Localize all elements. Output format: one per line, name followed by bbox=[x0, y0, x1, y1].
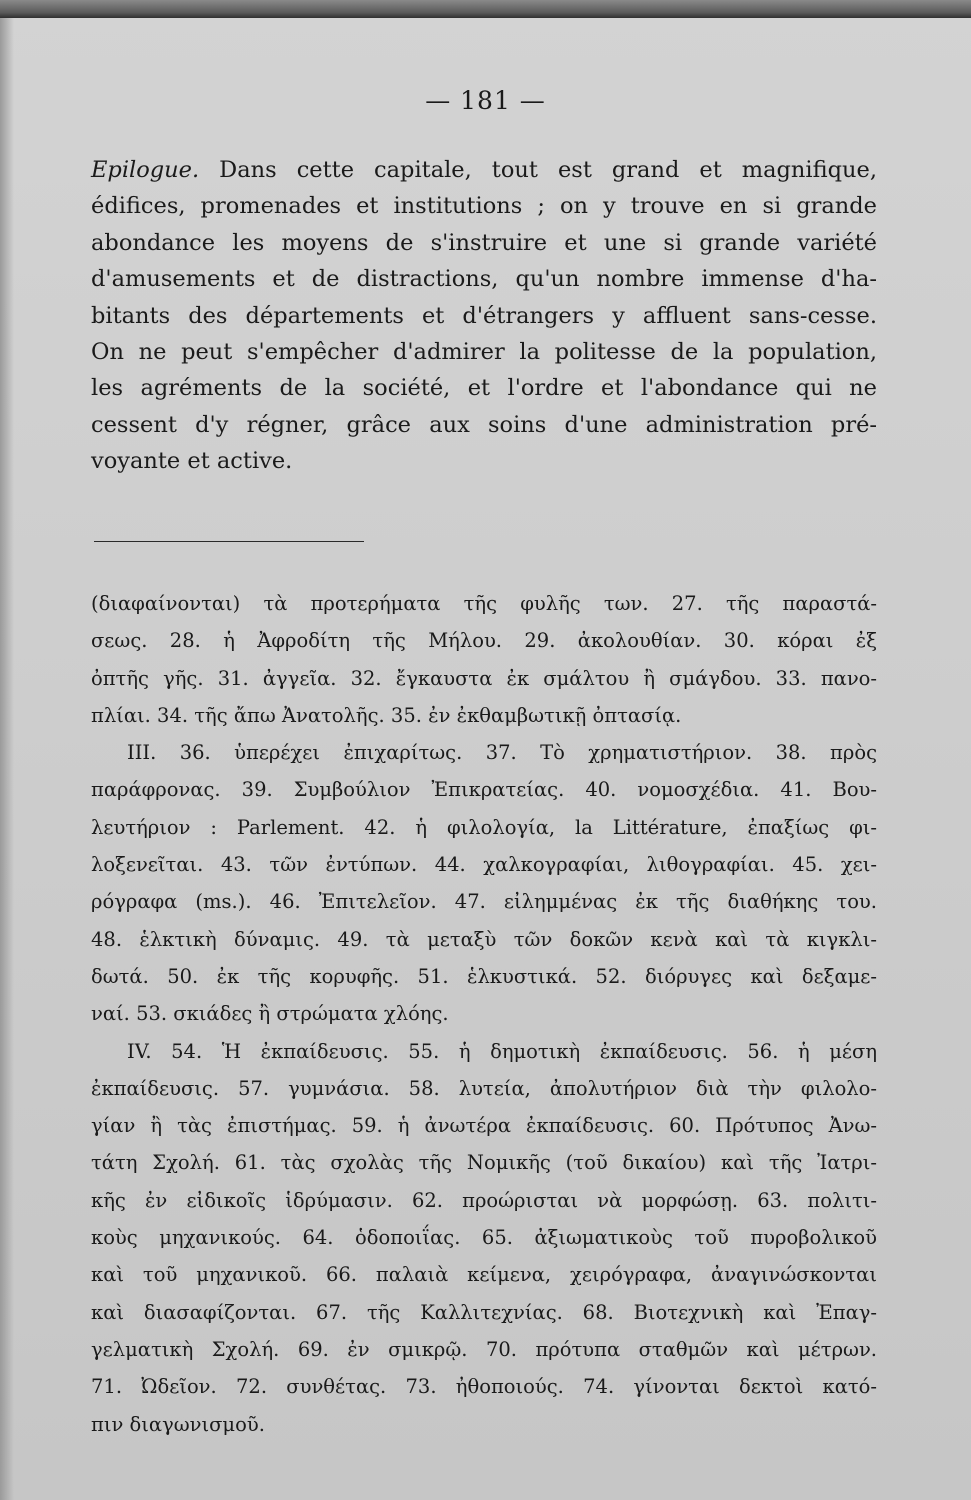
note-line: σεως. 28. ἡ Ἀφροδίτη τῆς Μήλου. 29. ἀκολουθίαν. 30. κόραι ἐξ bbox=[91, 629, 877, 653]
note-line: πλίαι. 34. τῆς ἄπω Ἀνατολῆς. 35. ἐν ἐκθαμβωτικῇ ὀπτασίᾳ. bbox=[91, 703, 682, 727]
text-line: abondance les moyens de s'instruire et une si grande variété bbox=[91, 229, 877, 256]
note-line: παράφρονας. 39. Συμβούλιον Ἐπικρατείας. 40. νομοσχέδια. 41. Βου- bbox=[91, 778, 877, 802]
text-line: bitants des départements et d'étrangers y affluent sans-cesse. bbox=[91, 302, 877, 329]
text-line-content: Dans cette capitale, tout est grand et magnifique, bbox=[219, 157, 877, 183]
note-line: (διαφαίνονται) τὰ προτερήματα τῆς φυλῆς των. 27. τῆς παραστά- bbox=[91, 592, 877, 615]
note-line: ὀπτῆς γῆς. 31. ἀγγεῖα. 32. ἔγκαυστα ἐκ σμάλτου ἢ σμάγδου. 33. πανο- bbox=[91, 666, 877, 690]
page-number: — 181 — bbox=[425, 86, 546, 115]
greek-notes bbox=[91, 585, 877, 1443]
note-line: ναί. 53. σκιάδες ἢ στρώματα χλόης. bbox=[91, 1002, 449, 1026]
note-line: 71. Ὠδεῖον. 72. συνθέτας. 73. ἠθοποιούς. 74. γίνονται δεκτοὶ κατό- bbox=[91, 1375, 877, 1399]
epilogue-paragraph bbox=[91, 152, 877, 480]
note-line: ρόγραφα (ms.). 46. Ἐπιτελεῖον. 47. εἰλημμένας ἐκ τῆς διαθήκης του. bbox=[91, 890, 877, 914]
note-line: κῆς ἐν εἰδικοῖς ἱδρύμασιν. 62. προώρισται νὰ μορφώσῃ. 63. πολιτι- bbox=[91, 1188, 877, 1212]
note-line: καὶ διασαφίζονται. 67. τῆς Καλλιτεχνίας. 68. Βιοτεχνικὴ καὶ Ἐπαγ- bbox=[91, 1300, 877, 1324]
epilogue-label: Epilogue. bbox=[91, 157, 200, 183]
text-line: On ne peut s'empêcher d'admirer la politesse de la population, bbox=[91, 338, 877, 365]
text-line: voyante et active. bbox=[91, 448, 293, 475]
top-edge-border bbox=[0, 0, 971, 18]
note-line: γελματικὴ Σχολή. 69. ἐν σμικρῷ. 70. πρότυπα σταθμῶν καὶ μέτρων. bbox=[91, 1337, 877, 1361]
note-line: δωτά. 50. ἐκ τῆς κορυφῆς. 51. ἑλκυστικά. 52. διόρυγες καὶ δεξαμε- bbox=[91, 964, 877, 988]
note-line: καὶ τοῦ μηχανικοῦ. 66. παλαιὰ κείμενα, χειρόγραφα, ἀναγινώσκονται bbox=[91, 1263, 877, 1287]
note-line: λοξενεῖται. 43. τῶν ἐντύπων. 44. χαλκογραφίαι, λιθογραφίαι. 45. χει- bbox=[91, 853, 877, 877]
note-line: III. 36. ὑπερέχει ἐπιχαρίτως. 37. Τὸ χρηματιστήριον. 38. πρὸς bbox=[127, 741, 877, 765]
note-line: λευτήριον : Parlement. 42. ἡ φιλολογία, la Littérature, ἐπαξίως φι- bbox=[91, 815, 877, 839]
text-line: édifices, promenades et institutions ; on y trouve en si grande bbox=[91, 193, 877, 220]
notes-separator bbox=[94, 541, 364, 542]
text-line: d'amusements et de distractions, qu'un nombre immense d'ha- bbox=[91, 266, 877, 293]
text-line: cessent d'y régner, grâce aux soins d'une administration pré- bbox=[91, 411, 877, 438]
binding-shadow bbox=[0, 18, 14, 1500]
note-line: ἐκπαίδευσις. 57. γυμνάσια. 58. λυτεία, ἀπολυτήριον διὰ τὴν φιλολο- bbox=[91, 1076, 877, 1100]
note-line: γίαν ἢ τὰς ἐπιστήμας. 59. ἡ ἀνωτέρα ἐκπαίδευσις. 60. Πρότυπος Ἀνω- bbox=[91, 1114, 877, 1138]
note-line: κοὺς μηχανικούς. 64. ὁδοποιΐας. 65. ἀξιωματικοὺς τοῦ πυροβολικοῦ bbox=[91, 1226, 877, 1250]
note-line: πιν διαγωνισμοῦ. bbox=[91, 1412, 265, 1436]
note-line: 48. ἑλκτικὴ δύναμις. 49. τὰ μεταξὺ τῶν δοκῶν κενὰ καὶ τὰ κιγκλι- bbox=[91, 927, 877, 951]
note-line: τάτη Σχολή. 61. τὰς σχολὰς τῆς Νομικῆς (τοῦ δικαίου) καὶ τῆς Ἰατρι- bbox=[91, 1151, 877, 1175]
text-line: les agréments de la société, et l'ordre et l'abondance qui ne bbox=[91, 375, 877, 402]
note-line: IV. 54. Ἡ ἐκπαίδευσις. 55. ἡ δημοτικὴ ἐκπαίδευσις. 56. ἡ μέση bbox=[127, 1039, 877, 1063]
text-line bbox=[91, 152, 877, 188]
